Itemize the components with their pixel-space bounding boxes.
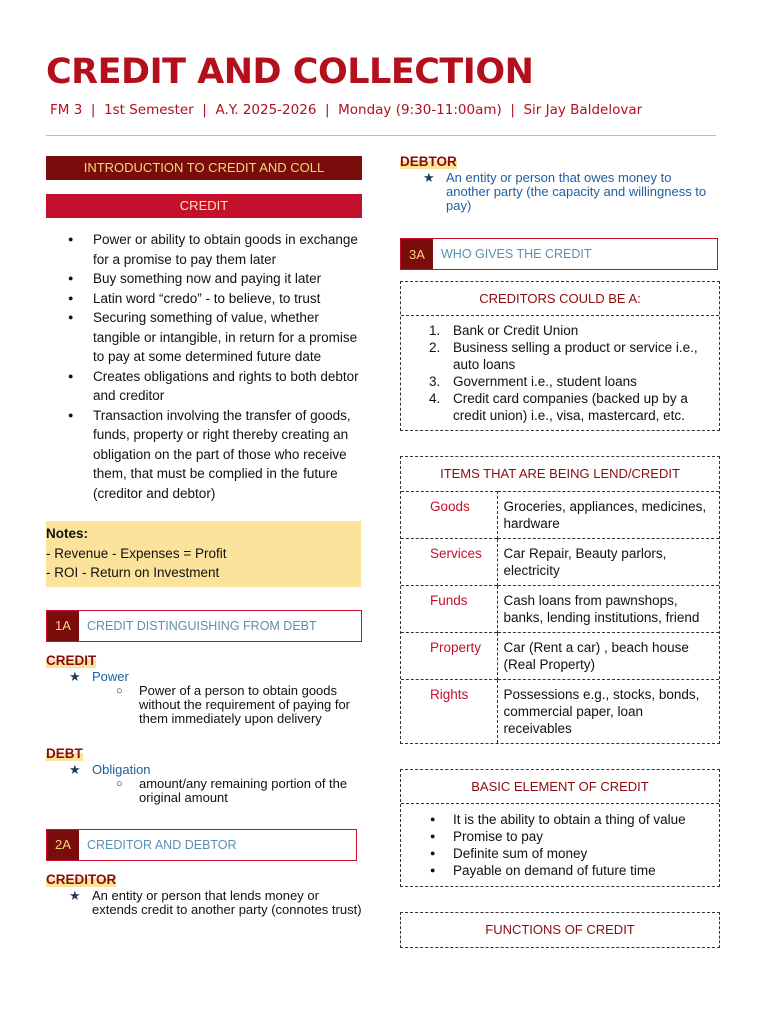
table-row: [401, 680, 719, 744]
term-debtor: DEBTOR: [400, 154, 457, 169]
sub-item: ○ Power of a person to obtain goods without the requirement of paying for them immediately upon delivery: [46, 684, 362, 726]
credit-points-list: [46, 230, 362, 503]
page-subtitle: FM 3 | 1st Semester | A.Y. 2025-2026 | Monday (9:30-11:00am) | Sir Jay Baldelovar: [50, 102, 643, 118]
creditors-heading: CREDITORS COULD BE A:: [401, 282, 719, 316]
list-item: 4. Credit card companies (backed up by a credit union) i.e., visa, mastercard, etc.: [429, 391, 688, 423]
star-item: ★ An entity or person that owes money to another party (the capacity and willingness to pay): [400, 171, 720, 213]
functions-heading: FUNCTIONS OF CREDIT: [485, 922, 635, 937]
credit-banner: CREDIT: [46, 194, 362, 218]
intro-banner: INTRODUCTION TO CREDIT AND COLL: [46, 156, 362, 180]
item-key: Services: [401, 539, 497, 586]
list-item: 3. Government i.e., student loans: [429, 374, 637, 389]
item-value: Groceries, appliances, medicines, hardware: [497, 492, 719, 539]
term-debt: DEBT: [46, 745, 83, 761]
item-value: Cash loans from pawnshops, banks, lending institutions, friend: [497, 586, 719, 633]
right-column: [400, 153, 720, 948]
item-key: Funds: [401, 586, 497, 633]
star-item: ★ An entity or person that lends money or extends credit to another party (connotes trust): [46, 889, 362, 917]
list-item: ● Securing something of value, whether tangible or intangible, in return for a promise to pay at some determined future date: [46, 308, 362, 367]
section-label: CREDITOR AND DEBTOR: [87, 837, 237, 852]
star-item: ★ Obligation: [46, 763, 362, 777]
section-number: 3A: [401, 239, 433, 269]
section-label: WHO GIVES THE CREDIT: [441, 247, 592, 261]
item-value: Car Repair, Beauty parlors, electricity: [497, 539, 719, 586]
basic-element-list: [401, 804, 719, 886]
table-row: [401, 633, 719, 680]
basic-element-heading: BASIC ELEMENT OF CREDIT: [401, 770, 719, 804]
basic-element-box: [400, 769, 720, 887]
items-box: [400, 456, 720, 744]
section-label: CREDIT DISTINGUISHING FROM DEBT: [87, 618, 317, 633]
item-key: Property: [401, 633, 497, 680]
functions-box: [400, 912, 720, 948]
sub-item: ○ amount/any remaining portion of the original amount: [46, 777, 362, 805]
notes-line: - ROI - Return on Investment: [46, 565, 220, 580]
items-heading: ITEMS THAT ARE BEING LEND/CREDIT: [440, 466, 680, 481]
section-number: 1A: [47, 611, 79, 641]
list-item: ● It is the ability to obtain a thing of value: [401, 811, 713, 828]
notes-line: - Revenue - Expenses = Profit: [46, 545, 227, 561]
left-column: [46, 156, 362, 917]
list-item: ● Definite sum of money: [401, 845, 713, 862]
list-item: 1. Bank or Credit Union: [429, 323, 579, 338]
creditors-box: [400, 281, 720, 431]
items-table: [401, 491, 719, 743]
list-item: ● Power or ability to obtain goods in exchange for a promise to pay them later: [46, 230, 362, 269]
list-item: ● Buy something now and paying it later: [46, 269, 362, 289]
divider: [46, 135, 716, 136]
section-2a-box: [46, 829, 357, 861]
item-key: Rights: [401, 680, 497, 744]
notes-heading: Notes:: [46, 526, 89, 541]
item-key: Goods: [401, 492, 497, 539]
term-creditor: CREDITOR: [46, 871, 117, 887]
star-item: ★ Power: [46, 670, 362, 684]
page-title: CREDIT AND COLLECTION: [46, 52, 534, 92]
list-item: ● Transaction involving the transfer of goods, funds, property or right thereby creating an obligation on the part of those who receive them, that must be complied in the future (creditor and debtor): [46, 406, 362, 504]
section-number: 2A: [47, 830, 79, 860]
item-value: Possessions e.g., stocks, bonds, commercial paper, loan receivables: [497, 680, 719, 744]
section-1a-box: [46, 610, 362, 642]
list-item: ● Payable on demand of future time: [401, 862, 713, 879]
table-row: [401, 539, 719, 586]
list-item: ● Latin word “credo” - to believe, to trust: [46, 289, 362, 309]
list-item: 2. Business selling a product or service i.e., auto loans: [429, 340, 698, 372]
item-value: Car (Rent a car) , beach house (Real Property): [497, 633, 719, 680]
term-credit: CREDIT: [46, 652, 97, 668]
table-row: [401, 586, 719, 633]
section-3a-box: [400, 238, 718, 270]
table-row: [401, 492, 719, 539]
notes-box: [46, 521, 361, 587]
creditors-list: [401, 316, 719, 430]
list-item: ● Creates obligations and rights to both debtor and creditor: [46, 367, 362, 406]
list-item: ● Promise to pay: [401, 828, 713, 845]
